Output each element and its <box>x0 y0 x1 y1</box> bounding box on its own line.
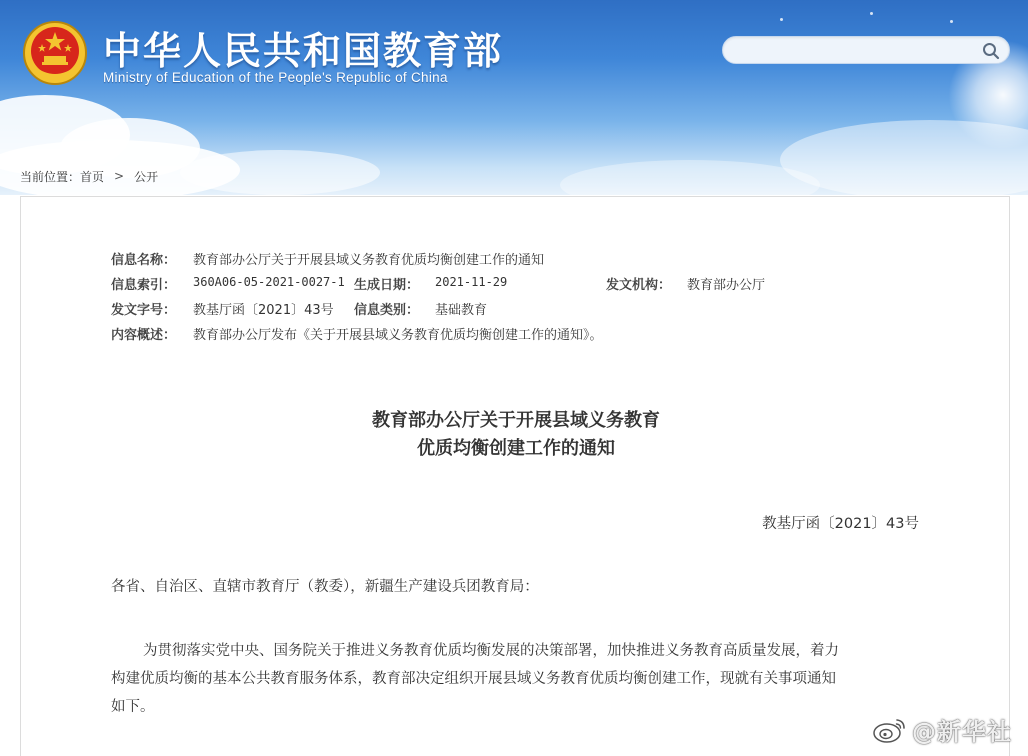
seed-decoration <box>780 18 783 21</box>
meta-value: 教基厅函〔2021〕43号 <box>193 303 334 318</box>
breadcrumb-separator: > <box>114 169 125 183</box>
breadcrumb <box>20 167 158 185</box>
document-salutation: 各省、自治区、直辖市教育厅（教委），新疆生产建设兵团教育局： <box>111 579 539 595</box>
meta-label: 内容概述： <box>111 328 177 343</box>
meta-value: 2021-11-29 <box>435 275 508 289</box>
search-input[interactable] <box>723 37 973 63</box>
meta-label: 信息类别： <box>354 303 420 318</box>
meta-value: 教育部办公厅发布《关于开展县域义务教育优质均衡创建工作的通知》。 <box>193 328 603 343</box>
document-title <box>21 407 1011 463</box>
content-panel <box>20 196 1010 756</box>
meta-value: 基础教育 <box>435 303 488 318</box>
meta-label: 信息名称： <box>111 253 177 268</box>
paragraph-line: 为贯彻落实党中央、国务院关于推进义务教育优质均衡发展的决策部署，加快推进义务教育高质量发展，着力 <box>143 643 839 659</box>
site-title: 中华人民共和国教育部 <box>103 29 504 73</box>
document-title-line: 优质均衡创建工作的通知 <box>417 438 615 459</box>
seed-decoration <box>950 20 953 23</box>
meta-value: 教育部办公厅 <box>687 278 766 293</box>
site-header <box>0 0 1028 195</box>
search-icon[interactable] <box>981 41 1001 61</box>
meta-label: 发文机构： <box>606 278 672 293</box>
watermark <box>872 712 1012 746</box>
site-subtitle: Ministry of Education of the People's Republic of China <box>103 70 448 85</box>
breadcrumb-public-link[interactable]: 公开 <box>134 169 159 184</box>
meta-label: 生成日期： <box>354 278 420 293</box>
search-box <box>722 36 1010 64</box>
cloud-decoration <box>180 150 380 195</box>
breadcrumb-home-link[interactable]: 首页 <box>80 169 105 184</box>
meta-label: 信息索引： <box>111 278 177 293</box>
weibo-icon <box>872 714 908 744</box>
paragraph-line: 如下。 <box>111 699 155 715</box>
document-paragraph <box>111 637 921 721</box>
breadcrumb-prefix: 当前位置： <box>20 169 81 184</box>
document-title-line: 教育部办公厅关于开展县域义务教育 <box>372 410 660 431</box>
national-emblem-icon <box>22 20 88 86</box>
seed-decoration <box>870 12 873 15</box>
paragraph-line: 构建优质均衡的基本公共教育服务体系，教育部决定组织开展县域义务教育优质均衡创建工作，现就有关事项通知 <box>111 671 836 687</box>
meta-label: 发文字号： <box>111 303 177 318</box>
meta-value: 360A06-05-2021-0027-1 <box>193 275 345 289</box>
document-number: 教基厅函〔2021〕43号 <box>762 516 919 532</box>
watermark-text: @新华社 <box>912 717 1012 746</box>
meta-value: 教育部办公厅关于开展县域义务教育优质均衡创建工作的通知 <box>193 253 545 268</box>
